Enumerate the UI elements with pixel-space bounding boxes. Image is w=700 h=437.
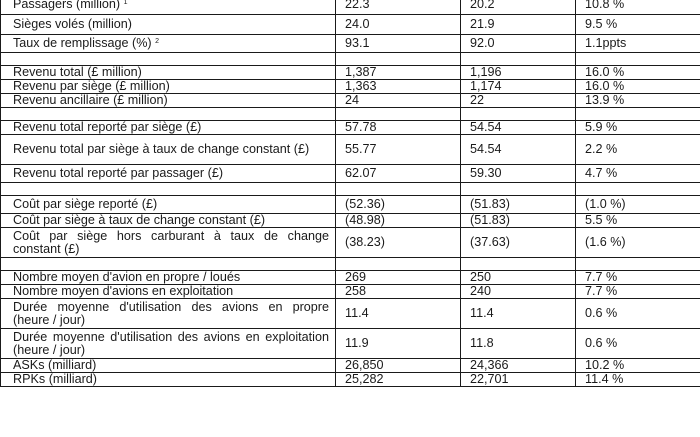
change-value: 13.9 % [576, 94, 700, 108]
change-value: (1.0 %) [576, 196, 700, 214]
prior-year-value: 1,196 [461, 66, 576, 80]
prior-year-value: 59.30 [461, 165, 576, 183]
change-value: 4.7 % [576, 165, 700, 183]
prior-year-value: 240 [461, 285, 576, 299]
current-year-value: 11.4 [336, 299, 461, 329]
table-row [1, 228, 700, 258]
row-label-text: Revenu par siège (£ million) [13, 79, 170, 93]
empty-cell [1, 108, 336, 121]
row-label [1, 80, 336, 94]
row-label [1, 15, 336, 35]
change-value: 9.5 % [576, 15, 700, 35]
row-label [1, 373, 336, 387]
row-label-text: Taux de remplissage (%) [13, 36, 152, 50]
row-label-text: Coût par siège hors carburant à taux de change constant (£) [13, 228, 329, 256]
change-value: 5.5 % [576, 214, 700, 228]
row-label [1, 135, 336, 165]
prior-year-value: (51.83) [461, 196, 576, 214]
change-value: 7.7 % [576, 271, 700, 285]
table-row [1, 15, 700, 35]
footnote-marker: 2 [155, 38, 159, 45]
empty-cell [336, 108, 461, 121]
current-year-value: (38.23) [336, 228, 461, 258]
empty-cell [1, 53, 336, 66]
prior-year-value: 11.8 [461, 329, 576, 359]
table-row [1, 80, 700, 94]
current-year-value: 26,850 [336, 359, 461, 373]
table-row [1, 285, 700, 299]
current-year-value: (48.98) [336, 214, 461, 228]
table-row [1, 135, 700, 165]
change-value: 10.2 % [576, 359, 700, 373]
empty-cell [576, 258, 700, 271]
spacer-row [1, 108, 700, 121]
row-label [1, 285, 336, 299]
change-value: 10.8 % [576, 0, 700, 15]
spacer-row [1, 258, 700, 271]
row-label-text: Revenu total reporté par passager (£) [13, 166, 224, 180]
change-value: 7.7 % [576, 285, 700, 299]
table-row [1, 121, 700, 135]
prior-year-value: 54.54 [461, 121, 576, 135]
table-row [1, 299, 700, 329]
row-label-text: Revenu ancillaire (£ million) [13, 93, 168, 107]
change-value: 5.9 % [576, 121, 700, 135]
footnote-marker: 1 [123, 0, 128, 6]
empty-cell [461, 53, 576, 66]
change-value: 0.6 % [576, 299, 700, 329]
prior-year-value: 21.9 [461, 15, 576, 35]
current-year-value: 24 [336, 94, 461, 108]
empty-cell [336, 258, 461, 271]
table-row [1, 165, 700, 183]
row-label [1, 0, 336, 15]
empty-cell [1, 183, 336, 196]
row-label-text: Revenu total (£ million) [13, 65, 142, 79]
row-label-text: Passagers (million) [13, 0, 121, 11]
row-label-text: Nombre moyen d'avion en propre / loués [13, 270, 241, 284]
empty-cell [461, 108, 576, 121]
table-body [1, 0, 700, 387]
empty-cell [576, 108, 700, 121]
row-label-text: Sièges volés (million) [13, 17, 132, 31]
row-label [1, 196, 336, 214]
row-label-text: ASKs (milliard) [13, 358, 97, 372]
row-label [1, 359, 336, 373]
change-value: 16.0 % [576, 80, 700, 94]
change-value: (1.6 %) [576, 228, 700, 258]
prior-year-value: 1,174 [461, 80, 576, 94]
row-label [1, 214, 336, 228]
change-value: 16.0 % [576, 66, 700, 80]
current-year-value: 57.78 [336, 121, 461, 135]
current-year-value: 1,363 [336, 80, 461, 94]
row-label [1, 228, 336, 258]
row-label [1, 35, 336, 53]
table-row [1, 359, 700, 373]
table-row [1, 214, 700, 228]
empty-cell [576, 53, 700, 66]
row-label [1, 121, 336, 135]
row-label [1, 329, 336, 359]
prior-year-value: 24,366 [461, 359, 576, 373]
empty-cell [1, 258, 336, 271]
empty-cell [336, 53, 461, 66]
change-value: 0.6 % [576, 329, 700, 359]
row-label-text: Nombre moyen d'avions en exploitation [13, 284, 234, 298]
row-label [1, 299, 336, 329]
current-year-value: 55.77 [336, 135, 461, 165]
current-year-value: 1,387 [336, 66, 461, 80]
empty-cell [461, 258, 576, 271]
row-label [1, 66, 336, 80]
change-value: 1.1ppts [576, 35, 700, 53]
row-label-text: Durée moyenne d'utilisation des avions en propre (heure / jour) [13, 299, 329, 327]
current-year-value: (52.36) [336, 196, 461, 214]
current-year-value: 22.3 [336, 0, 461, 15]
current-year-value: 11.9 [336, 329, 461, 359]
table-row [1, 0, 700, 15]
current-year-value: 258 [336, 285, 461, 299]
empty-cell [336, 183, 461, 196]
current-year-value: 24.0 [336, 15, 461, 35]
row-label-text: Coût par siège reporté (£) [13, 197, 158, 211]
row-label [1, 94, 336, 108]
current-year-value: 62.07 [336, 165, 461, 183]
empty-cell [576, 183, 700, 196]
row-label-text: Coût par siège à taux de change constant (£) [13, 213, 266, 227]
prior-year-value: (51.83) [461, 214, 576, 228]
table-row [1, 196, 700, 214]
table-row [1, 94, 700, 108]
table-row [1, 271, 700, 285]
row-label-text: Revenu total reporté par siège (£) [13, 120, 202, 134]
current-year-value: 93.1 [336, 35, 461, 53]
table-row [1, 373, 700, 387]
current-year-value: 269 [336, 271, 461, 285]
prior-year-value: 250 [461, 271, 576, 285]
row-label-text: RPKs (milliard) [13, 372, 97, 386]
prior-year-value: 22 [461, 94, 576, 108]
prior-year-value: 54.54 [461, 135, 576, 165]
empty-cell [461, 183, 576, 196]
table-row [1, 329, 700, 359]
prior-year-value: 92.0 [461, 35, 576, 53]
row-label-text: Durée moyenne d'utilisation des avions en exploitation (heure / jour) [13, 329, 329, 357]
current-year-value: 25,282 [336, 373, 461, 387]
prior-year-value: (37.63) [461, 228, 576, 258]
change-value: 11.4 % [576, 373, 700, 387]
prior-year-value: 20.2 [461, 0, 576, 15]
row-label [1, 165, 336, 183]
prior-year-value: 11.4 [461, 299, 576, 329]
table-row [1, 35, 700, 53]
prior-year-value: 22,701 [461, 373, 576, 387]
change-value: 2.2 % [576, 135, 700, 165]
row-label [1, 271, 336, 285]
row-label-text: Revenu total par siège à taux de change constant (£) [13, 142, 310, 156]
spacer-row [1, 183, 700, 196]
table-row [1, 66, 700, 80]
spacer-row [1, 53, 700, 66]
